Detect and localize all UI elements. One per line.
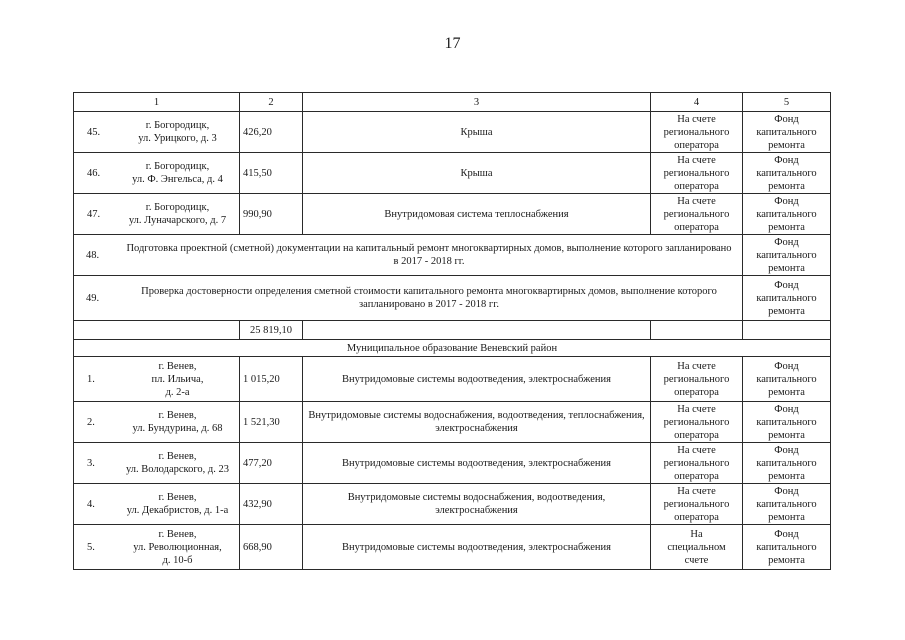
address-line: г. Венев, — [158, 528, 197, 540]
fund-cell — [743, 443, 831, 484]
account-line: На счете — [677, 195, 716, 207]
fund-line: Фонд — [774, 113, 799, 125]
empty-cell — [743, 321, 831, 340]
work-cell: Внутридомовые системы водоотведения, электроснабжения — [303, 357, 651, 402]
account-line: регионального — [663, 373, 730, 385]
account-line: специальном — [667, 541, 726, 553]
fund-line: ремонта — [768, 180, 805, 192]
fund-line: Фонд — [774, 154, 799, 166]
table-row — [74, 235, 831, 276]
account-line: счете — [684, 554, 709, 566]
address-line: д. 10-б — [162, 554, 193, 566]
fund-cell — [743, 194, 831, 235]
row-number: 49. — [86, 292, 100, 304]
fund-line: ремонта — [768, 470, 805, 482]
row-number: 47. — [87, 208, 101, 220]
fund-line: ремонта — [768, 221, 805, 233]
page-number: 17 — [444, 35, 461, 52]
fund-line: капитального — [756, 292, 817, 304]
fund-line: ремонта — [768, 139, 805, 151]
amount-cell: 415,50 — [240, 153, 303, 194]
column-header: 1 — [74, 93, 240, 112]
address-line: г. Богородицк, — [145, 202, 210, 213]
column-header: 2 — [240, 93, 303, 112]
address-line: г. Венев, — [158, 360, 197, 372]
fund-line: ремонта — [768, 386, 805, 398]
section-title: Муниципальное образование Веневский район — [74, 340, 831, 357]
address-line: г. Богородицк, — [145, 120, 210, 131]
empty-cell — [303, 321, 651, 340]
column-header: 4 — [651, 93, 743, 112]
repair-program-table — [73, 92, 831, 570]
amount-cell: 477,20 — [240, 443, 303, 484]
address-cell — [74, 194, 240, 235]
address-cell — [74, 112, 240, 153]
account-cell — [651, 357, 743, 402]
address-line: г. Венев, — [158, 451, 197, 462]
account-line: регионального — [663, 167, 730, 179]
account-line: оператора — [674, 429, 719, 441]
fund-line: ремонта — [768, 511, 805, 523]
total-amount: 25 819,10 — [240, 321, 303, 340]
fund-line: Фонд — [774, 195, 799, 207]
address-cell — [74, 484, 240, 525]
work-cell: Крыша — [303, 153, 651, 194]
table-row — [74, 112, 831, 153]
account-cell — [651, 153, 743, 194]
empty-cell — [74, 321, 240, 340]
description-text: Подготовка проектной (сметной) документации на капитальный ремонт многоквартирных домов, выполнение которого запланировано в 2017 - 2018 гг. — [126, 243, 732, 267]
empty-cell — [651, 321, 743, 340]
description-cell — [74, 235, 743, 276]
work-cell: Внутридомовые системы водоотведения, электроснабжения — [303, 525, 651, 570]
fund-line: Фонд — [774, 360, 799, 372]
account-line: регионального — [663, 416, 730, 428]
address-cell — [74, 153, 240, 194]
amount-cell: 426,20 — [240, 112, 303, 153]
address-line: г. Богородицк, — [145, 161, 210, 172]
table-row — [74, 484, 831, 525]
account-line: регионального — [663, 457, 730, 469]
address-line: ул. Луначарского, д. 7 — [128, 215, 227, 226]
fund-line: Фонд — [774, 485, 799, 497]
account-line: На счете — [677, 485, 716, 497]
account-line: оператора — [674, 180, 719, 192]
row-number: 46. — [87, 167, 101, 179]
account-cell — [651, 443, 743, 484]
amount-cell: 1 521,30 — [240, 402, 303, 443]
work-cell: Внутридомовая система теплоснабжения — [303, 194, 651, 235]
fund-line: капитального — [756, 208, 817, 220]
address-line: ул. Ф. Энгельса, д. 4 — [132, 174, 223, 185]
address-cell — [74, 525, 240, 570]
account-cell — [651, 194, 743, 235]
fund-line: капитального — [756, 416, 817, 428]
account-cell — [651, 484, 743, 525]
fund-line: капитального — [756, 249, 817, 261]
account-cell — [651, 525, 743, 570]
amount-cell: 668,90 — [240, 525, 303, 570]
amount-cell: 1 015,20 — [240, 357, 303, 402]
table-row — [74, 402, 831, 443]
table-row — [74, 443, 831, 484]
column-header: 5 — [743, 93, 831, 112]
account-line: оператора — [674, 470, 719, 482]
fund-cell — [743, 525, 831, 570]
fund-line: капитального — [756, 457, 817, 469]
fund-line: Фонд — [774, 444, 799, 456]
table-row — [74, 276, 831, 321]
fund-line: ремонта — [768, 305, 805, 317]
fund-line: ремонта — [768, 554, 805, 566]
address-line: ул. Володарского, д. 23 — [126, 464, 229, 475]
address-line: ул. Декабристов, д. 1-а — [126, 505, 229, 516]
address-cell — [74, 402, 240, 443]
fund-line: капитального — [756, 498, 817, 510]
account-line: На счете — [677, 154, 716, 166]
address-line: г. Венев, — [158, 410, 197, 421]
work-cell: Внутридомовые системы водоснабжения, водоотведения, электроснабжения — [303, 484, 651, 525]
address-line: ул. Революционная, — [133, 541, 222, 553]
account-line: регионального — [663, 208, 730, 220]
row-number: 5. — [87, 541, 95, 553]
fund-cell — [743, 276, 831, 321]
fund-cell — [743, 153, 831, 194]
account-line: оператора — [674, 221, 719, 233]
description-text: Проверка достоверности определения сметной стоимости капитального ремонта многоквартирных домов, выполнение которого запланировано в 2017 - 2018 гг. — [141, 286, 717, 310]
work-cell: Крыша — [303, 112, 651, 153]
account-line: На счете — [677, 113, 716, 125]
column-header: 3 — [303, 93, 651, 112]
account-line: оператора — [674, 139, 719, 151]
row-number: 48. — [86, 249, 100, 261]
amount-cell: 432,90 — [240, 484, 303, 525]
work-cell: Внутридомовые системы водоотведения, электроснабжения — [303, 443, 651, 484]
fund-cell — [743, 484, 831, 525]
fund-cell — [743, 112, 831, 153]
fund-line: ремонта — [768, 262, 805, 274]
address-line: ул. Урицкого, д. 3 — [138, 133, 217, 144]
description-cell — [74, 276, 743, 321]
table-row — [74, 357, 831, 402]
table-row — [74, 153, 831, 194]
section-header-row — [74, 340, 831, 357]
fund-cell — [743, 402, 831, 443]
fund-line: ремонта — [768, 429, 805, 441]
work-cell: Внутридомовые системы водоснабжения, водоотведения, теплоснабжения, электроснабжения — [303, 402, 651, 443]
amount-cell: 990,90 — [240, 194, 303, 235]
address-line: д. 2-а — [165, 386, 190, 398]
fund-line: капитального — [756, 126, 817, 138]
account-line: регионального — [663, 126, 730, 138]
account-line: оператора — [674, 386, 719, 398]
row-number: 1. — [87, 373, 95, 385]
fund-line: Фонд — [774, 403, 799, 415]
account-line: оператора — [674, 511, 719, 523]
fund-cell — [743, 235, 831, 276]
fund-line: Фонд — [774, 236, 799, 248]
table-row — [74, 525, 831, 570]
account-line: На — [690, 528, 703, 540]
account-cell — [651, 112, 743, 153]
row-number: 45. — [87, 126, 101, 138]
table-row — [74, 194, 831, 235]
address-cell — [74, 357, 240, 402]
fund-line: капитального — [756, 541, 817, 553]
fund-line: Фонд — [774, 279, 799, 291]
row-number: 3. — [87, 457, 95, 469]
fund-cell — [743, 357, 831, 402]
account-line: регионального — [663, 498, 730, 510]
fund-line: капитального — [756, 167, 817, 179]
column-number-row — [74, 93, 831, 112]
row-number: 2. — [87, 416, 95, 428]
address-line: г. Венев, — [158, 492, 197, 503]
account-line: На счете — [677, 444, 716, 456]
account-line: На счете — [677, 360, 716, 372]
fund-line: Фонд — [774, 528, 799, 540]
fund-line: капитального — [756, 373, 817, 385]
address-line: ул. Бундурина, д. 68 — [132, 423, 223, 434]
account-line: На счете — [677, 403, 716, 415]
row-number: 4. — [87, 498, 95, 510]
account-cell — [651, 402, 743, 443]
address-line: пл. Ильича, — [151, 373, 204, 385]
total-row — [74, 321, 831, 340]
address-cell — [74, 443, 240, 484]
